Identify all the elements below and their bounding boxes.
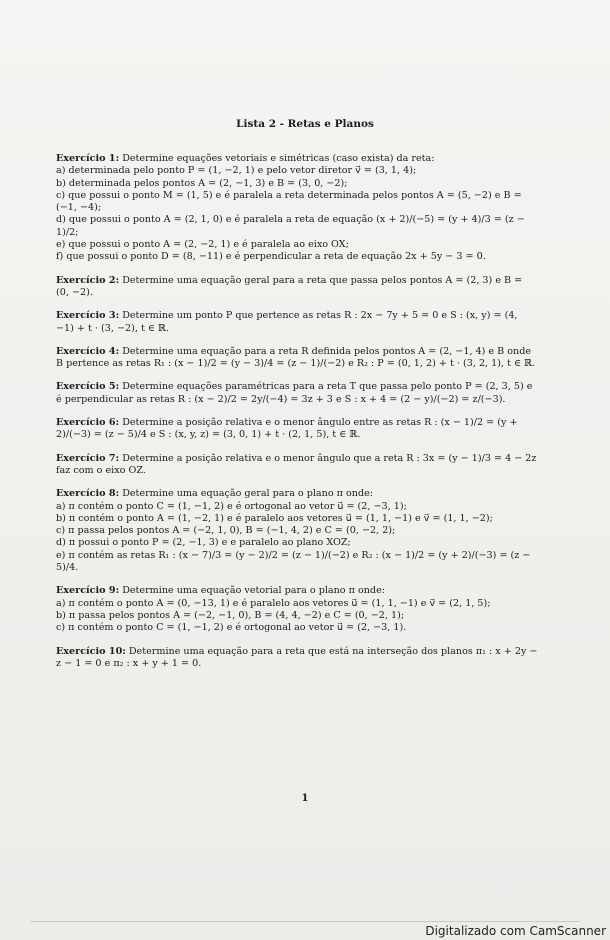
scanner-watermark: Digitalizado com CamScanner — [425, 924, 606, 938]
exercise-1 — [56, 153, 538, 264]
exercise-item: e) que possui o ponto A = (2, −2, 1) e é paralela ao eixo OX; — [56, 239, 349, 251]
exercise-text: Determine um ponto P que pertence as retas R : 2x − 7y + 5 = 0 e S : (x, y) = (4, −1) + t · (3, −2), t ∈ ℝ. — [56, 310, 518, 334]
exercise-item: b) π passa pelos pontos A = (−2, −1, 0), B = (4, 4, −2) e C = (0, −2, 1); — [56, 609, 405, 621]
exercise-2 — [56, 275, 538, 300]
exercise-4 — [56, 346, 538, 371]
footer-divider — [30, 921, 580, 922]
exercise-9 — [56, 585, 538, 634]
exercise-5 — [56, 381, 538, 406]
exercise-label: Exercício 7: — [56, 452, 120, 464]
exercise-6 — [56, 417, 538, 442]
exercise-item: c) que possui o ponto M = (1, 5) e é paralela a reta determinada pelos pontos A = (5, −2) e B = (−1, −4); — [56, 189, 522, 214]
exercise-text: Determine equações vetoriais e simétricas (caso exista) da reta: — [122, 153, 435, 164]
exercise-text: Determine uma equação para a reta que está na interseção dos planos π₁ : x + 2y − z − 1 = 0 e π₂ : x + y + 1 = 0. — [56, 645, 538, 669]
exercise-text: Determine uma equação geral para a reta que passa pelos pontos A = (2, 3) e B = (0, −2). — [56, 274, 523, 298]
exercise-7 — [56, 453, 538, 478]
exercise-label: Exercício 2: — [56, 274, 120, 286]
exercise-item: d) π possui o ponto P = (2, −1, 3) e e paralelo ao plano XOZ; — [56, 537, 351, 549]
exercise-label: Exercício 8: — [56, 488, 120, 500]
exercise-text: Determine uma equação para a reta R definida pelos pontos A = (2, −1, 4) e B onde B pertence as retas R₁ : (x − 1)/2 = (y − 3)/4 = (z − 1)/(−2) e R₂ : P = (0, 1, 2) + t · (3, 2, 1), t ∈ ℝ. — [56, 345, 536, 370]
exercise-item: a) π contém o ponto A = (0, −13, 1) e é paralelo aos vetores u⃗ = (1, 1, −1) e v⃗ = (2, 1, 5); — [56, 597, 491, 609]
exercise-text: Determine a posição relativa e o menor ângulo que a reta R : 3x = (y − 1)/3 = 4 − 2z faz com o eixo OZ. — [56, 452, 537, 476]
exercise-item: c) π contém o ponto C = (1, −1, 2) e é ortogonal ao vetor u⃗ = (2, −3, 1). — [56, 622, 407, 634]
exercise-label: Exercício 5: — [56, 381, 120, 393]
exercise-list — [56, 153, 538, 681]
exercise-text: Determine uma equação vetorial para o plano π onde: — [122, 585, 385, 597]
exercise-10 — [56, 646, 538, 671]
page-number: 1 — [301, 793, 309, 804]
exercise-item: a) π contém o ponto C = (1, −1, 2) e é ortogonal ao vetor u⃗ = (2, −3, 1); — [56, 500, 407, 512]
exercise-label: Exercício 6: — [56, 417, 120, 429]
exercise-label: Exercício 1: — [56, 153, 120, 164]
exercise-text: Determine uma equação geral para o plano π onde: — [122, 488, 374, 500]
exercise-label: Exercício 10: — [56, 645, 126, 657]
exercise-3 — [56, 310, 538, 335]
exercise-item: b) determinada pelos pontos A = (2, −1, 3) e B = (3, 0, −2); — [56, 177, 348, 189]
exercise-item: b) π contém o ponto A = (1, −2, 1) e é paralelo aos vetores u⃗ = (1, 1, −1) e v⃗ = (1, 1, −2); — [56, 512, 493, 524]
exercise-item: a) determinada pelo ponto P = (1, −2, 1) e pelo vetor diretor v⃗ = (3, 1, 4); — [56, 165, 417, 177]
exercise-label: Exercício 4: — [56, 345, 120, 357]
exercise-item: c) π passa pelos pontos A = (−2, 1, 0), B = (−1, 4, 2) e C = (0, −2, 2); — [56, 525, 396, 537]
document-title: Lista 2 - Retas e Planos — [236, 118, 374, 130]
exercise-label: Exercício 9: — [56, 585, 120, 597]
exercise-item: d) que possui o ponto A = (2, 1, 0) e é paralela a reta de equação (x + 2)/(−5) = (y + 4)/3 = (z − 1)/2; — [56, 214, 525, 238]
exercise-text: Determine equações paramétricas para a reta T que passa pelo ponto P = (2, 3, 5) e é perpendicular as retas R : (x − 2)/2 = 2y/(−4) = 3z + 3 e S : x + 4 = (2 − y)/(−2) = z/(−3). — [56, 381, 533, 405]
exercise-item: f) que possui o ponto D = (8, −11) e é perpendicular a reta de equação 2x + 5y − 3 = 0. — [56, 251, 486, 263]
exercise-label: Exercício 3: — [56, 310, 120, 322]
exercise-text: Determine a posição relativa e o menor ângulo entre as retas R : (x − 1)/2 = (y + 2)/(−3) = (z − 5)/4 e S : (x, y, z) = (3, 0, 1) + t · (2, 1, 5), t ∈ ℝ. — [56, 417, 518, 441]
exercise-8 — [56, 488, 538, 574]
exercise-item: e) π contém as retas R₁ : (x − 7)/3 = (y − 2)/2 = (z − 1)/(−2) e R₂ : (x − 1)/2 = (y + 2)/(−3) = (z − 5)/4. — [56, 549, 531, 574]
